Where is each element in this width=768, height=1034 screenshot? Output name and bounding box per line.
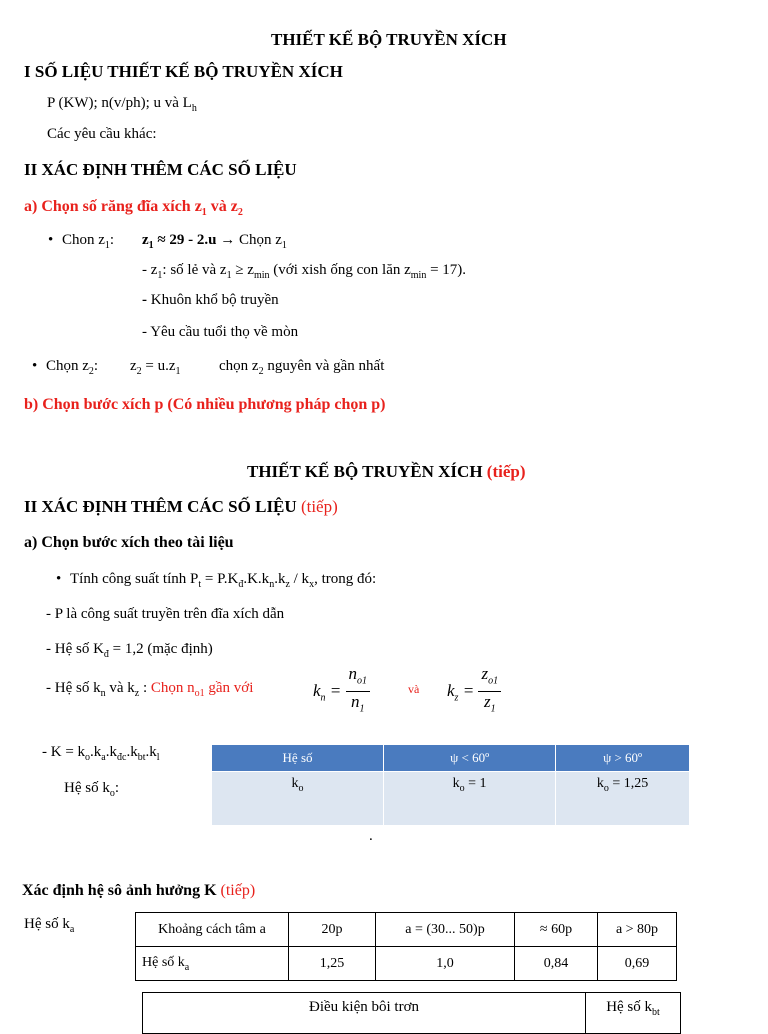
kn-kz-line: - Hệ số $k_n$ và $k_z$ : Chọn $n_{o1}$ gần với xyxy=(46,680,254,699)
table-header-row xyxy=(143,993,681,1034)
table-header-cell: Hệ số xyxy=(212,745,384,772)
z2-choose-note: chọn $z_2$ nguyên và gần nhất xyxy=(219,358,385,377)
input-params-line: P (KW); n(v/ph); u và $L_h$ xyxy=(47,95,197,114)
table-header-cell: ψ > 60º xyxy=(556,745,690,772)
other-requirements-line: Các yêu cầu khác: xyxy=(47,126,157,142)
kd-line: - Hệ số $K_đ = 1,2$ (mặc định) xyxy=(46,641,213,660)
subheading-a: a) Chọn số răng đĩa xích $z_1$ và $z_2$ xyxy=(24,198,243,219)
table-cell: 1,25 xyxy=(289,947,376,981)
z1-condition-wear: - Yêu cầu tuổi thọ về mòn xyxy=(142,324,299,340)
table-row xyxy=(136,913,677,947)
z1-formula: $z_1 \approx 29 - 2.u$ → Chọn $z_1$ xyxy=(142,232,287,251)
table-cell: ≈ 60p xyxy=(515,913,598,947)
bullet-icon: • xyxy=(56,571,62,587)
ko-table xyxy=(211,744,690,826)
kn-fraction: $k_n$ = $\frac{n_{o1}}{n_1}$ xyxy=(313,664,370,720)
z2-formula: $z_2 = u.z_1$ xyxy=(130,358,181,377)
table-cell: 1,0 xyxy=(376,947,515,981)
table-cell: $k_o = 1$ xyxy=(384,772,556,826)
table-header-cell: ψ < 60º xyxy=(384,745,556,772)
page3-title: Xác định hệ sô ảnh hưởng K (tiếp) xyxy=(22,882,256,899)
page-title: THIẾT KẾ BỘ TRUYỀN XÍCH xyxy=(271,30,507,49)
kz-fraction: $k_z$ = $\frac{z_{o1}}{z_1}$ xyxy=(447,664,501,720)
bullet-icon: • xyxy=(48,232,54,248)
table-header-cell: Điều kiện bôi trơn xyxy=(143,993,586,1034)
page2-subheading-a: a) Chọn bước xích theo tài liệu xyxy=(24,534,234,551)
table-cell: 0,69 xyxy=(598,947,677,981)
z1-condition-odd: - $z_1$: số lẻ và $z_1 \ge z_{min}$ (với xish ống con lăn $z_{min} = 17$). xyxy=(142,262,467,281)
table-header-row xyxy=(212,745,690,772)
chon-z1-line: • Chon $z_1$: xyxy=(48,232,115,251)
table-cell: Khoảng cách tâm a xyxy=(136,913,289,947)
and-label: và xyxy=(408,682,420,696)
ko-label: Hệ số $k_o$: xyxy=(64,780,119,799)
ka-label: Hệ số $k_a$ xyxy=(24,916,75,935)
table-cell: 0,84 xyxy=(515,947,598,981)
table-header-cell: Hệ số $k_{bt}$ xyxy=(586,993,681,1034)
z1-condition-size: - Khuôn khổ bộ truyền xyxy=(142,292,279,308)
section-heading-2: II XÁC ĐỊNH THÊM CÁC SỐ LIỆU xyxy=(24,160,297,179)
K-product-line: - $K = k_o.k_a.k_{đc}.k_{bt}.k_l$ xyxy=(42,744,160,763)
table-cell: $k_o$ xyxy=(212,772,384,826)
stray-dot: . xyxy=(369,828,373,844)
p-definition-line: - P là công suất truyền trên đĩa xích dẫn xyxy=(46,606,285,622)
page2-section-heading: II XÁC ĐỊNH THÊM CÁC SỐ LIỆU (tiếp) xyxy=(24,497,338,516)
subheading-b: b) Chọn bước xích p (Có nhiều phương pháp chọn p) xyxy=(24,396,386,413)
table-cell: a = (30... 50)p xyxy=(376,913,515,947)
chon-z2-line: • Chọn $z_2$: xyxy=(32,358,99,377)
kbt-table xyxy=(142,992,681,1034)
bullet-icon: • xyxy=(32,358,38,374)
power-formula-line: • Tính công suất tính $P_t = P.K_đ.K.k_n.k_z / k_x$, trong đó: xyxy=(56,571,377,590)
table-cell: $k_o = 1,25$ xyxy=(556,772,690,826)
table-cell: 20p xyxy=(289,913,376,947)
table-cell: a > 80p xyxy=(598,913,677,947)
page2-title: THIẾT KẾ BỘ TRUYỀN XÍCH (tiếp) xyxy=(247,462,526,481)
table-cell: Hệ số $k_a$ xyxy=(136,947,289,981)
table-row xyxy=(212,772,690,826)
ka-table xyxy=(135,912,677,981)
section-heading-1: I SỐ LIỆU THIẾT KẾ BỘ TRUYỀN XÍCH xyxy=(24,62,343,81)
table-row xyxy=(136,947,677,981)
